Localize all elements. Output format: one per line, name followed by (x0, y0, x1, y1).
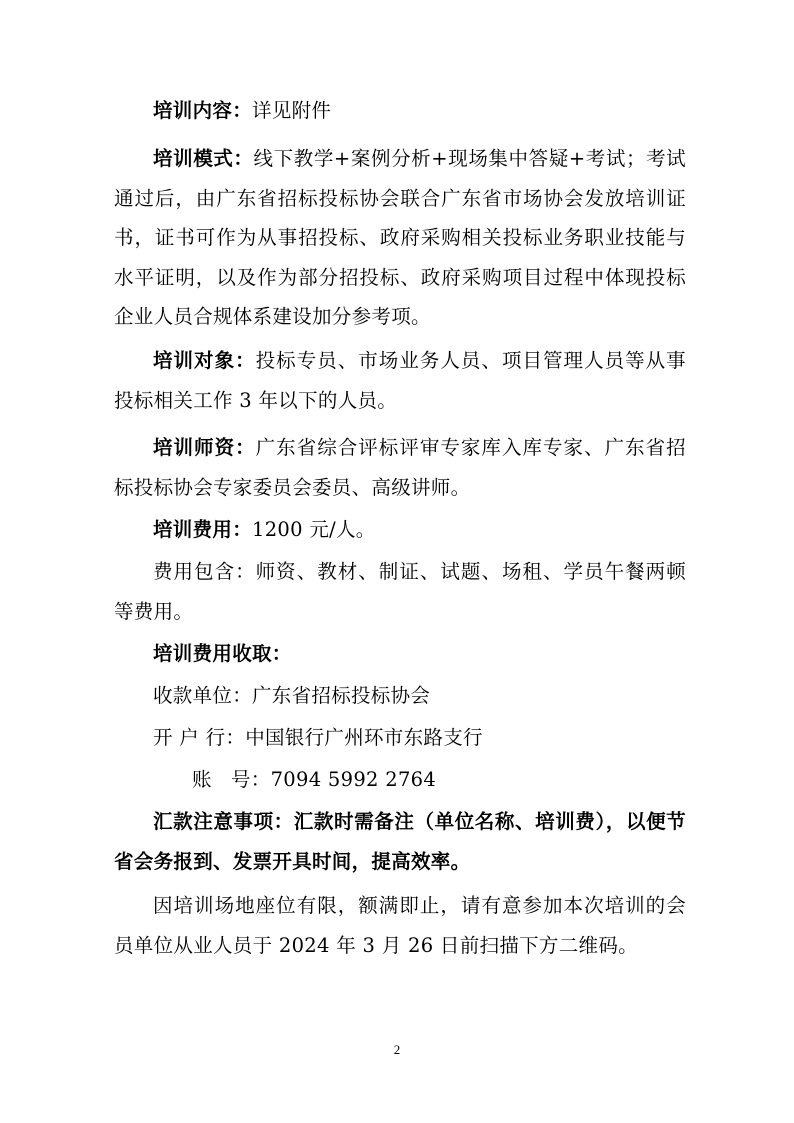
closing-paragraph (114, 886, 686, 965)
training-content-label: 培训内容： (153, 99, 253, 122)
training-mode-text: 线下教学+案例分析+现场集中答疑+考试；考试通过后，由广东省招标投标协会联合广东省市场协会发放培训证书，证书可作为从事招投标、政府采购相关投标业务职业技能与水平证明，以及作为部分招投标、政府采购项目过程中体现投标企业人员合规体系建设加分参考项。 (114, 147, 686, 328)
training-teachers-text: 广东省综合评标评审专家库入库专家、广东省招标投标协会专家委员会委员、高级讲师。 (114, 436, 686, 499)
account-label: 账 (192, 768, 212, 791)
training-fee-text: 1200 元/人。 (252, 518, 376, 541)
remit-notice-paragraph (114, 802, 686, 881)
training-target-text: 投标专员、市场业务人员、项目管理人员等从事投标相关工作 3 年以下的人员。 (114, 349, 686, 412)
training-teachers-paragraph (114, 428, 686, 507)
fee-includes-text: 费用包含：师资、教材、制证、试题、场租、学员午餐两顿等费用。 (114, 560, 686, 623)
fee-collection-paragraph (114, 634, 686, 674)
training-mode-label: 培训模式： (153, 147, 254, 170)
training-content-paragraph (114, 91, 686, 131)
bank-text: 开 户 行：中国银行广州环市东路支行 (153, 726, 483, 749)
account-text: 号：7094 5992 2764 (231, 768, 437, 791)
fee-includes-paragraph (114, 552, 686, 631)
remit-notice-text: 汇款时需备注（单位名称、培训费），以便节省会务报到、发票开具时间，提高效率。 (114, 810, 686, 873)
page-number: 2 (393, 1042, 401, 1057)
remit-notice-label: 汇款注意事项： (153, 810, 294, 833)
training-target-paragraph (114, 341, 686, 420)
account-paragraph (114, 760, 686, 800)
payee-text: 收款单位：广东省招标投标协会 (153, 684, 431, 707)
payee-paragraph (114, 676, 686, 716)
bank-paragraph (114, 718, 686, 758)
training-fee-paragraph (114, 510, 686, 550)
fee-collection-label: 培训费用收取： (153, 642, 292, 665)
training-content-text: 详见附件 (252, 99, 332, 122)
closing-text: 因培训场地座位有限，额满即止，请有意参加本次培训的会员单位从业人员于 2024 年 3 月 26 日前扫描下方二维码。 (114, 894, 686, 957)
training-mode-paragraph (114, 139, 686, 337)
training-target-label: 培训对象： (153, 349, 256, 372)
training-fee-label: 培训费用： (153, 518, 253, 541)
training-teachers-label: 培训师资： (153, 436, 256, 459)
